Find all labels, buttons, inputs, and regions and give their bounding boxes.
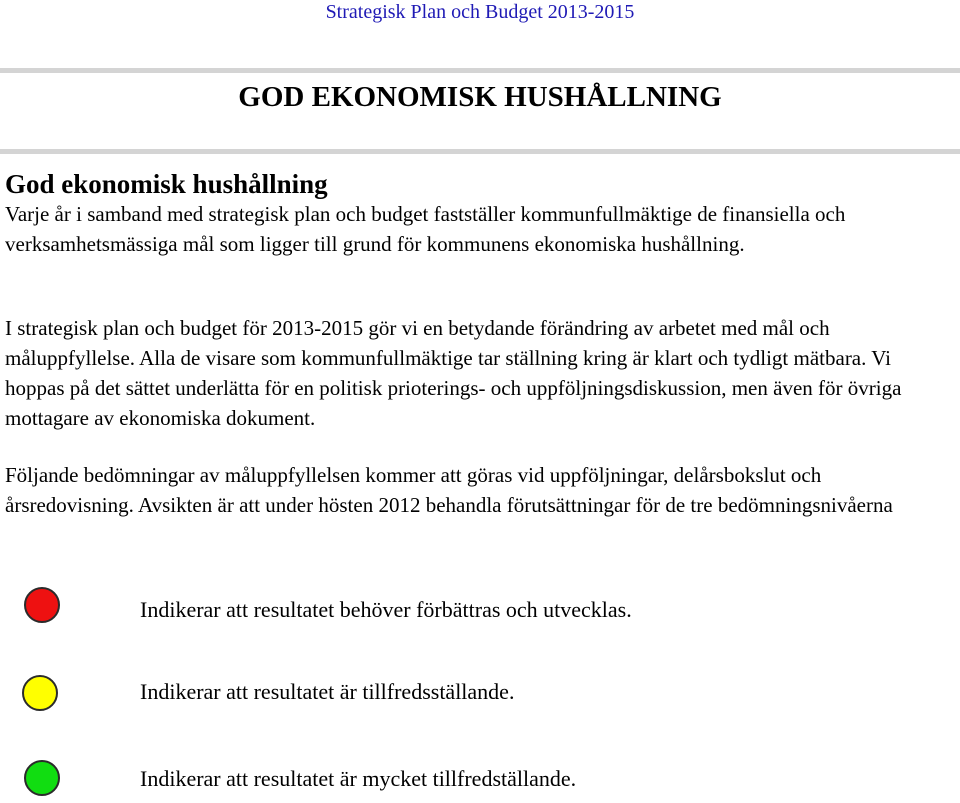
- paragraph: Följande bedömningar av måluppfyllelsen kommer att göras vid uppföljningar, delårsbokslut och årsredovisning. Avsikten är att under hösten 2012 behandla förutsättningar för de tre bedömningsnivåerna: [5, 463, 893, 517]
- paragraph: I strategisk plan och budget för 2013-2015 gör vi en betydande förändring av arbetet med mål och måluppfyllelse. Alla de visare som kommunfullmäktige tar ställning kring är klart och tydligt mätbara. Vi hoppas på det sättet underlätta för en politisk prioterings- och uppföljningsdiskussion, men även för övriga mottagare av ekonomiska dokument.: [5, 316, 902, 430]
- legend-text-green: Indikerar att resultatet är mycket tillfredställande.: [140, 766, 577, 791]
- section-heading: God ekonomisk hushållning: [5, 169, 328, 199]
- paragraph: Varje år i samband med strategisk plan och budget fastställer kommunfullmäktige de finansiella och verksamhetsmässiga mål som ligger till grund för kommunens ekonomiska hushållning.: [5, 202, 846, 256]
- legend-text-yellow: Indikerar att resultatet är tillfredsställande.: [140, 679, 515, 704]
- running-header: Strategisk Plan och Budget 2013-2015: [325, 1, 635, 23]
- green-circle-icon: [24, 760, 60, 796]
- legend-text-red: Indikerar att resultatet behöver förbättras och utvecklas.: [140, 597, 632, 622]
- red-circle-icon: [24, 587, 60, 623]
- yellow-circle-icon: [22, 675, 58, 711]
- title-band: [0, 68, 960, 154]
- page-title: GOD EKONOMISK HUSHÅLLNING: [238, 81, 722, 113]
